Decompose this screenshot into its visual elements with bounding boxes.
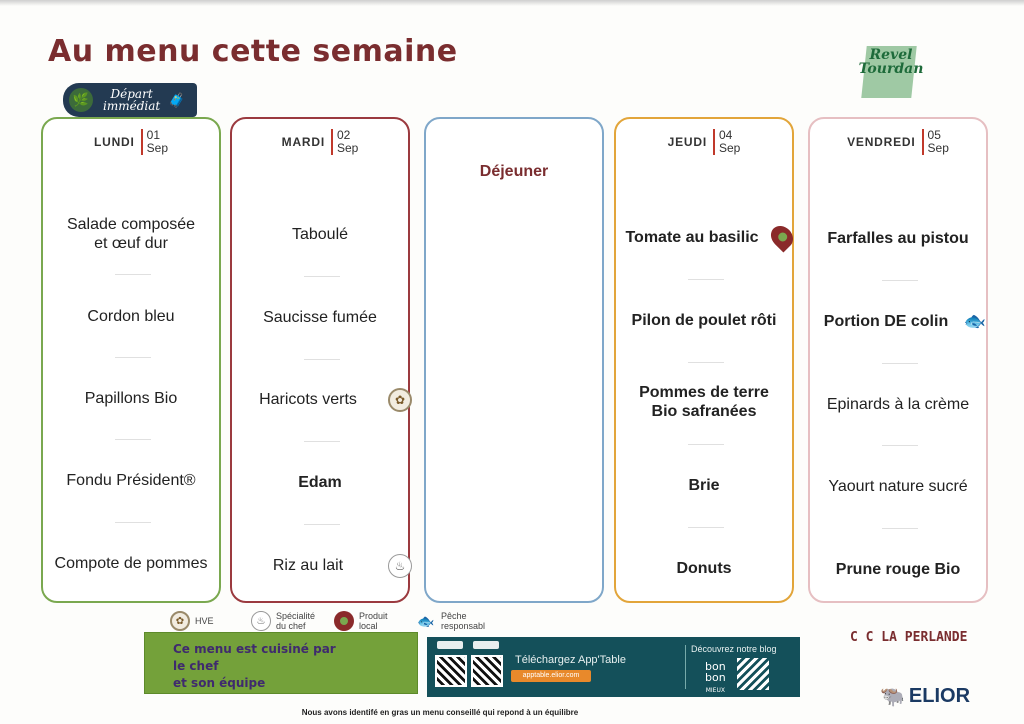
legend-line: Spécialité	[276, 611, 316, 621]
column-lundi	[41, 117, 221, 603]
divider	[685, 645, 686, 689]
app-store-badge[interactable]	[437, 641, 463, 649]
logo-line2: Tourdan	[858, 61, 924, 77]
day-date	[141, 129, 168, 155]
day-name: MARDI	[281, 135, 325, 149]
date-month: Sep	[336, 141, 359, 155]
separator	[882, 528, 918, 529]
dish-entree: Taboulé	[291, 226, 349, 243]
dish-entree: Farfalles au pistou	[827, 230, 969, 247]
day-header	[43, 129, 219, 155]
pin-dot	[776, 231, 789, 244]
dish-entree: Tomate au basilic	[625, 229, 759, 246]
badge-line1: Départ	[110, 87, 153, 101]
chef-message-line2: le chef	[173, 659, 219, 673]
dish-entree	[43, 215, 219, 253]
dish-fromage: Fondu Président®	[66, 472, 196, 489]
local-product-pin-icon	[334, 611, 354, 631]
day-date	[713, 129, 740, 155]
separator	[304, 276, 340, 277]
legend-local	[334, 611, 388, 631]
dish-plat: Saucisse fumée	[263, 309, 377, 326]
separator	[688, 362, 724, 363]
day-header	[616, 129, 792, 155]
dish-line: et œuf dur	[94, 235, 168, 252]
app-url-link[interactable]: apptable.elior.com	[511, 670, 591, 682]
badge-text	[103, 88, 160, 112]
app-promo-box	[427, 637, 800, 697]
google-play-badge[interactable]	[473, 641, 499, 649]
column-mardi	[230, 117, 410, 603]
date-number: 02	[336, 128, 351, 142]
separator	[304, 524, 340, 525]
separator	[115, 357, 151, 358]
day-date	[331, 129, 358, 155]
chef-message-line3: et son équipe	[173, 676, 266, 690]
separator	[304, 359, 340, 360]
revel-tourdan-logo	[856, 40, 922, 102]
elior-logo	[880, 684, 970, 709]
separator	[882, 363, 918, 364]
blog-label: Découvrez notre blog	[691, 644, 777, 654]
brand-name: ELIOR	[908, 685, 971, 707]
dish-accompagnement: Papillons Bio	[84, 390, 178, 407]
separator	[688, 444, 724, 445]
legend-label: HVE	[195, 616, 214, 626]
dish-accompagnement: Haricots verts	[259, 391, 357, 408]
site-name: C C LA PERLANDE	[850, 630, 968, 645]
qr-code-icon	[435, 655, 467, 687]
hve-icon: ✿	[388, 388, 412, 412]
dish-laitage: Yaourt nature sucré	[828, 478, 968, 495]
dish-line: Salade composée	[66, 216, 196, 233]
dish-line: Pommes de terre	[639, 384, 769, 401]
bonbon-line: bon	[705, 660, 726, 673]
separator	[882, 445, 918, 446]
dejeuner-label: Déjeuner	[479, 163, 549, 180]
day-date	[922, 129, 949, 155]
dish-plat: Cordon bleu	[87, 308, 175, 325]
pin-dot	[340, 617, 348, 625]
legend-label	[441, 611, 485, 631]
date-month: Sep	[718, 141, 741, 155]
app-title: Téléchargez App'Table	[515, 654, 626, 666]
column-mercredi	[424, 117, 604, 603]
legend-hve	[170, 611, 214, 631]
logo-text	[858, 48, 924, 76]
fish-icon: 🐟	[963, 310, 987, 331]
badge-line2: immédiat	[103, 99, 161, 113]
page-title: Au menu cette semaine	[48, 34, 458, 69]
scan-shade	[0, 0, 1024, 6]
chef-hat-icon: ♨	[251, 611, 271, 631]
date-number: 04	[718, 128, 733, 142]
dish-accompagnement	[616, 383, 792, 421]
separator	[688, 527, 724, 528]
separator	[115, 439, 151, 440]
dish-fromage: Brie	[688, 477, 720, 494]
bonbon-line: MIEUX	[705, 687, 725, 694]
qr-code-icon	[471, 655, 503, 687]
bison-icon: 🐃	[880, 686, 905, 708]
dish-dessert: Riz au lait	[272, 557, 344, 574]
legend-line: responsabl	[441, 621, 486, 631]
day-header	[232, 129, 408, 155]
local-product-pin-icon	[766, 221, 797, 252]
date-number: 01	[146, 128, 161, 142]
depart-immediat-badge	[63, 83, 197, 117]
separator	[115, 274, 151, 275]
day-name: VENDREDI	[847, 135, 916, 149]
hve-icon: ✿	[170, 611, 190, 631]
chef-message-box	[144, 632, 418, 694]
dish-accompagnement: Epinards à la crème	[826, 396, 970, 413]
dish-dessert: Compote de pommes	[54, 555, 208, 572]
footer-note: Nous avons identifé en gras un menu conseillé qui repond à un équilibre	[301, 708, 579, 717]
legend-line: Pêche	[441, 611, 467, 621]
column-vendredi	[808, 117, 988, 603]
date-month: Sep	[146, 141, 169, 155]
fish-icon: 🐟	[417, 612, 435, 629]
dish-fromage: Edam	[298, 474, 342, 491]
dish-dessert: Donuts	[676, 560, 732, 577]
separator	[882, 280, 918, 281]
dish-dessert: Prune rouge Bio	[835, 561, 961, 578]
legend-line: local	[359, 621, 378, 631]
day-name: JEUDI	[667, 135, 707, 149]
legend-peche	[416, 611, 485, 631]
dish-plat: Pilon de poulet rôti	[631, 312, 777, 329]
legend-label	[359, 611, 388, 631]
legend-chef	[251, 611, 315, 631]
chef-message-line1: Ce menu est cuisiné par	[173, 642, 336, 656]
date-month: Sep	[927, 141, 949, 155]
separator	[688, 279, 724, 280]
leaf-icon: 🌿	[69, 88, 93, 112]
dish-plat: Portion DE colin	[823, 313, 949, 330]
bonbon-logo	[705, 661, 726, 696]
legend-line: Produit	[359, 611, 388, 621]
bonbon-line: bon	[705, 671, 726, 684]
chef-hat-icon: ♨	[388, 554, 412, 578]
day-header	[810, 129, 986, 155]
legend-line: du chef	[276, 621, 306, 631]
date-number: 05	[927, 128, 941, 142]
separator	[304, 441, 340, 442]
blog-qr-code-icon	[737, 658, 769, 690]
separator	[115, 522, 151, 523]
dish-line: Bio safranées	[651, 403, 757, 420]
legend-label	[276, 611, 315, 631]
logo-line1: Revel	[869, 47, 913, 63]
column-jeudi	[614, 117, 794, 603]
suitcase-icon: 🧳	[168, 91, 186, 108]
day-name: LUNDI	[93, 135, 135, 149]
